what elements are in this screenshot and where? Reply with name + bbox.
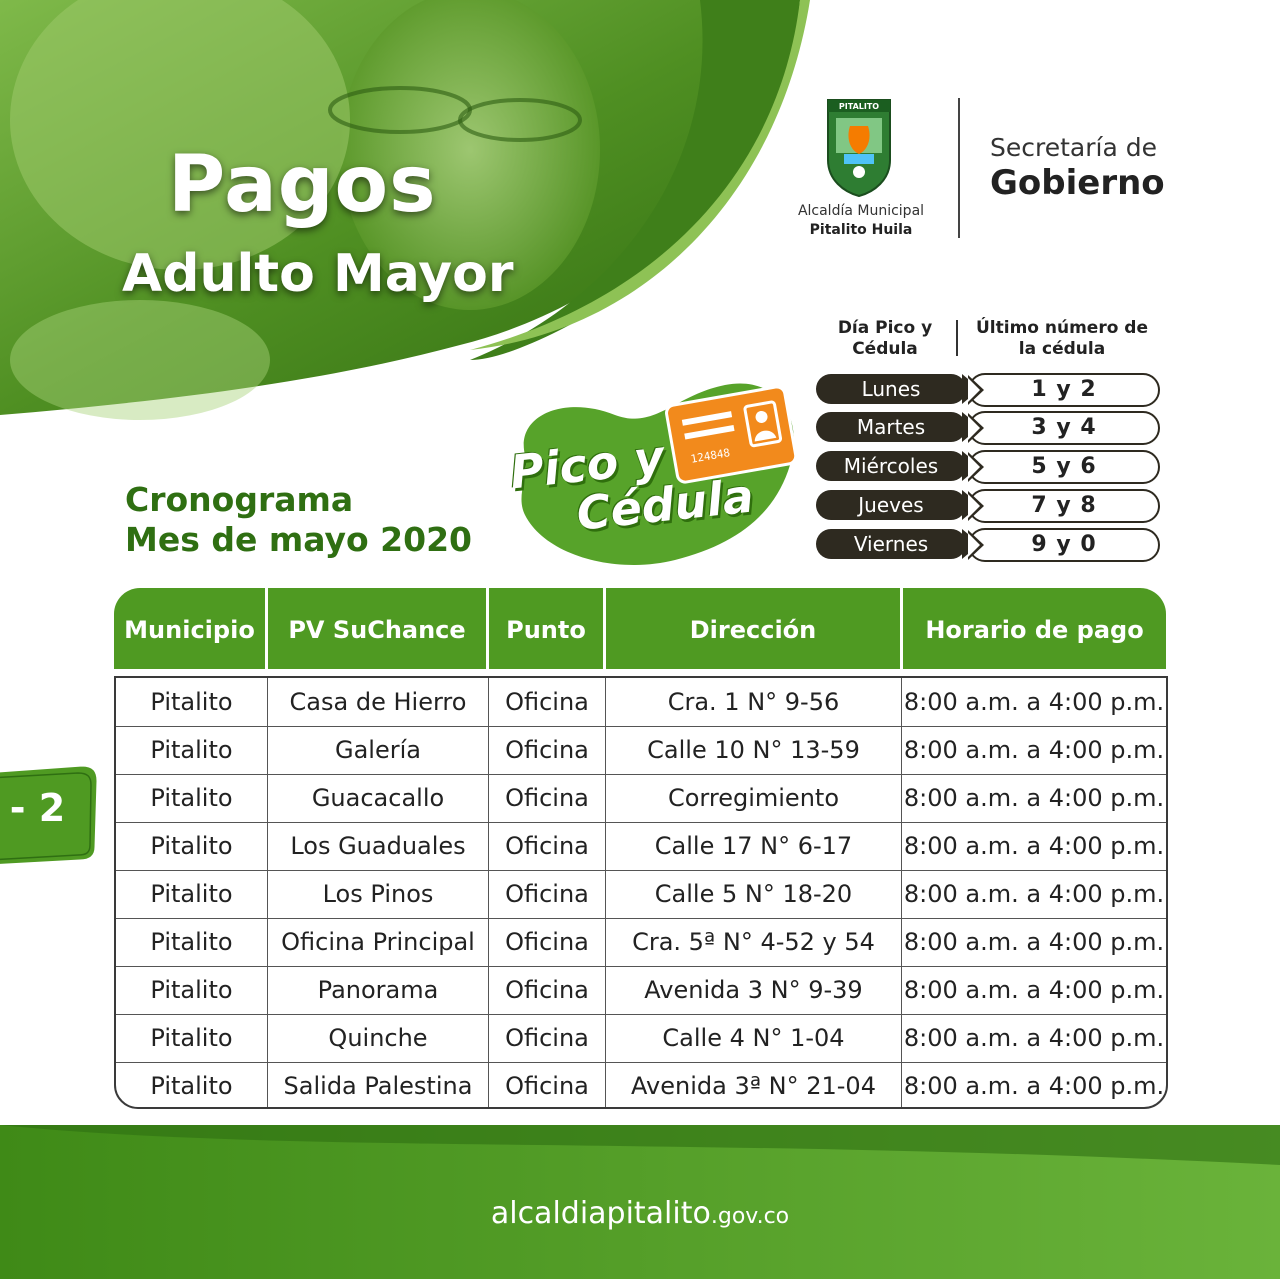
schedule-day: Viernes	[816, 529, 966, 559]
title-pagos: Pagos	[168, 140, 437, 230]
cell-pv: Galería	[335, 736, 421, 764]
cell-punto: Oficina	[505, 736, 589, 764]
cell-punto: Oficina	[505, 688, 589, 716]
cell-direccion: Corregimiento	[667, 784, 839, 812]
website-tld: .gov.co	[710, 1204, 790, 1229]
cell-direccion: Calle 10 N° 13-59	[647, 736, 860, 764]
cell-horario: 8:00 a.m. a 4:00 p.m.	[903, 688, 1165, 716]
table-row	[116, 870, 1166, 919]
cronograma-title: Cronograma	[125, 480, 354, 519]
notch-inner	[968, 494, 980, 518]
cell-municipio: Pitalito	[150, 880, 233, 908]
cell-horario: 8:00 a.m. a 4:00 p.m.	[903, 1024, 1165, 1052]
title-adulto-mayor: Adulto Mayor	[122, 244, 514, 304]
table-row	[116, 1062, 1166, 1109]
schedule-day: Miércoles	[816, 451, 966, 481]
schedule-day: Martes	[816, 412, 966, 442]
header-municipio: Municipio	[124, 616, 255, 644]
table-row	[116, 822, 1166, 871]
table-row	[116, 678, 1166, 727]
gobierno-label: Gobierno	[990, 163, 1165, 203]
cell-municipio: Pitalito	[150, 1024, 233, 1052]
schedule-numbers: 7 y 8	[968, 489, 1160, 523]
cell-horario: 8:00 a.m. a 4:00 p.m.	[903, 1072, 1165, 1100]
cell-horario: 8:00 a.m. a 4:00 p.m.	[903, 832, 1165, 860]
schedule-header-number: Último número de la cédula	[975, 318, 1149, 359]
table-row	[116, 726, 1166, 775]
schedule-day: Lunes	[816, 374, 966, 404]
cell-municipio: Pitalito	[150, 832, 233, 860]
cell-direccion: Calle 17 N° 6-17	[654, 832, 853, 860]
schedule-row	[816, 528, 1161, 562]
schedule-numbers: 3 y 4	[968, 411, 1160, 445]
schedule-row	[816, 450, 1161, 484]
schedule-numbers: 9 y 0	[968, 528, 1160, 562]
cell-direccion: Avenida 3 N° 9-39	[644, 976, 863, 1004]
cell-punto: Oficina	[505, 784, 589, 812]
notch-inner	[968, 533, 980, 557]
cell-punto: Oficina	[505, 1024, 589, 1052]
header-punto: Punto	[506, 616, 586, 644]
cronograma-month: Mes de mayo 2020	[125, 520, 472, 559]
cell-municipio: Pitalito	[150, 688, 233, 716]
header-pv-suchance: PV SuChance	[288, 616, 466, 644]
cell-pv: Casa de Hierro	[289, 688, 467, 716]
cell-horario: 8:00 a.m. a 4:00 p.m.	[903, 736, 1165, 764]
cell-pv: Panorama	[317, 976, 439, 1004]
website-link[interactable]	[0, 1196, 1280, 1231]
cell-direccion: Cra. 5ª N° 4-52 y 54	[632, 928, 875, 956]
cell-direccion: Cra. 1 N° 9-56	[667, 688, 840, 716]
schedule-row	[816, 373, 1161, 407]
schedule-row	[816, 411, 1161, 445]
alcaldia-city-label: Pitalito Huila	[809, 222, 913, 238]
website-domain: alcaldiapitalito	[490, 1196, 711, 1231]
header-divider	[958, 98, 960, 238]
page-number: - 2	[9, 786, 66, 830]
cell-punto: Oficina	[505, 1072, 589, 1100]
schedule-numbers: 5 y 6	[968, 450, 1160, 484]
pitalito-shield-logo	[826, 98, 892, 198]
notch-inner	[968, 378, 980, 402]
secretaria-label: Secretaría de	[990, 133, 1157, 162]
cell-pv: Salida Palestina	[283, 1072, 473, 1100]
cell-pv: Los Pinos	[322, 880, 434, 908]
cell-horario: 8:00 a.m. a 4:00 p.m.	[903, 880, 1165, 908]
schedule-row	[816, 489, 1161, 523]
pico-line: Pico y	[507, 429, 667, 500]
shield-title-text: PITALITO	[838, 102, 880, 111]
cell-pv: Guacacallo	[311, 784, 445, 812]
cell-horario: 8:00 a.m. a 4:00 p.m.	[903, 784, 1165, 812]
cell-municipio: Pitalito	[150, 1072, 233, 1100]
cell-pv: Los Guaduales	[290, 832, 466, 860]
table-row	[116, 774, 1166, 823]
cell-punto: Oficina	[505, 928, 589, 956]
schedule-numbers: 1 y 2	[968, 373, 1160, 407]
cell-municipio: Pitalito	[150, 736, 233, 764]
cell-municipio: Pitalito	[150, 784, 233, 812]
cell-direccion: Avenida 3ª N° 21-04	[631, 1072, 876, 1100]
cell-municipio: Pitalito	[150, 928, 233, 956]
cell-direccion: Calle 4 N° 1-04	[662, 1024, 845, 1052]
notch-inner	[968, 455, 980, 479]
header-direccion: Dirección	[689, 616, 817, 644]
cell-punto: Oficina	[505, 976, 589, 1004]
schedule-header-day: Día Pico y Cédula	[837, 318, 933, 359]
table-body	[114, 676, 1168, 1109]
cell-direccion: Calle 5 N° 18-20	[654, 880, 853, 908]
table-row	[116, 1014, 1166, 1063]
cell-horario: 8:00 a.m. a 4:00 p.m.	[903, 928, 1165, 956]
cell-punto: Oficina	[505, 880, 589, 908]
cell-pv: Quinche	[328, 1024, 428, 1052]
schedule-day: Jueves	[816, 490, 966, 520]
alcaldia-label: Alcaldía Municipal	[797, 203, 925, 219]
header-horario: Horario de pago	[925, 616, 1144, 644]
notch-inner	[968, 416, 980, 440]
table-row	[116, 966, 1166, 1015]
cell-punto: Oficina	[505, 832, 589, 860]
cell-municipio: Pitalito	[150, 976, 233, 1004]
cell-horario: 8:00 a.m. a 4:00 p.m.	[903, 976, 1165, 1004]
schedule-header-divider	[956, 320, 958, 356]
cell-pv: Oficina Principal	[281, 928, 475, 956]
cedula-line: Cédula	[574, 468, 757, 541]
card-number: 124848	[689, 446, 732, 466]
table-row	[116, 918, 1166, 967]
